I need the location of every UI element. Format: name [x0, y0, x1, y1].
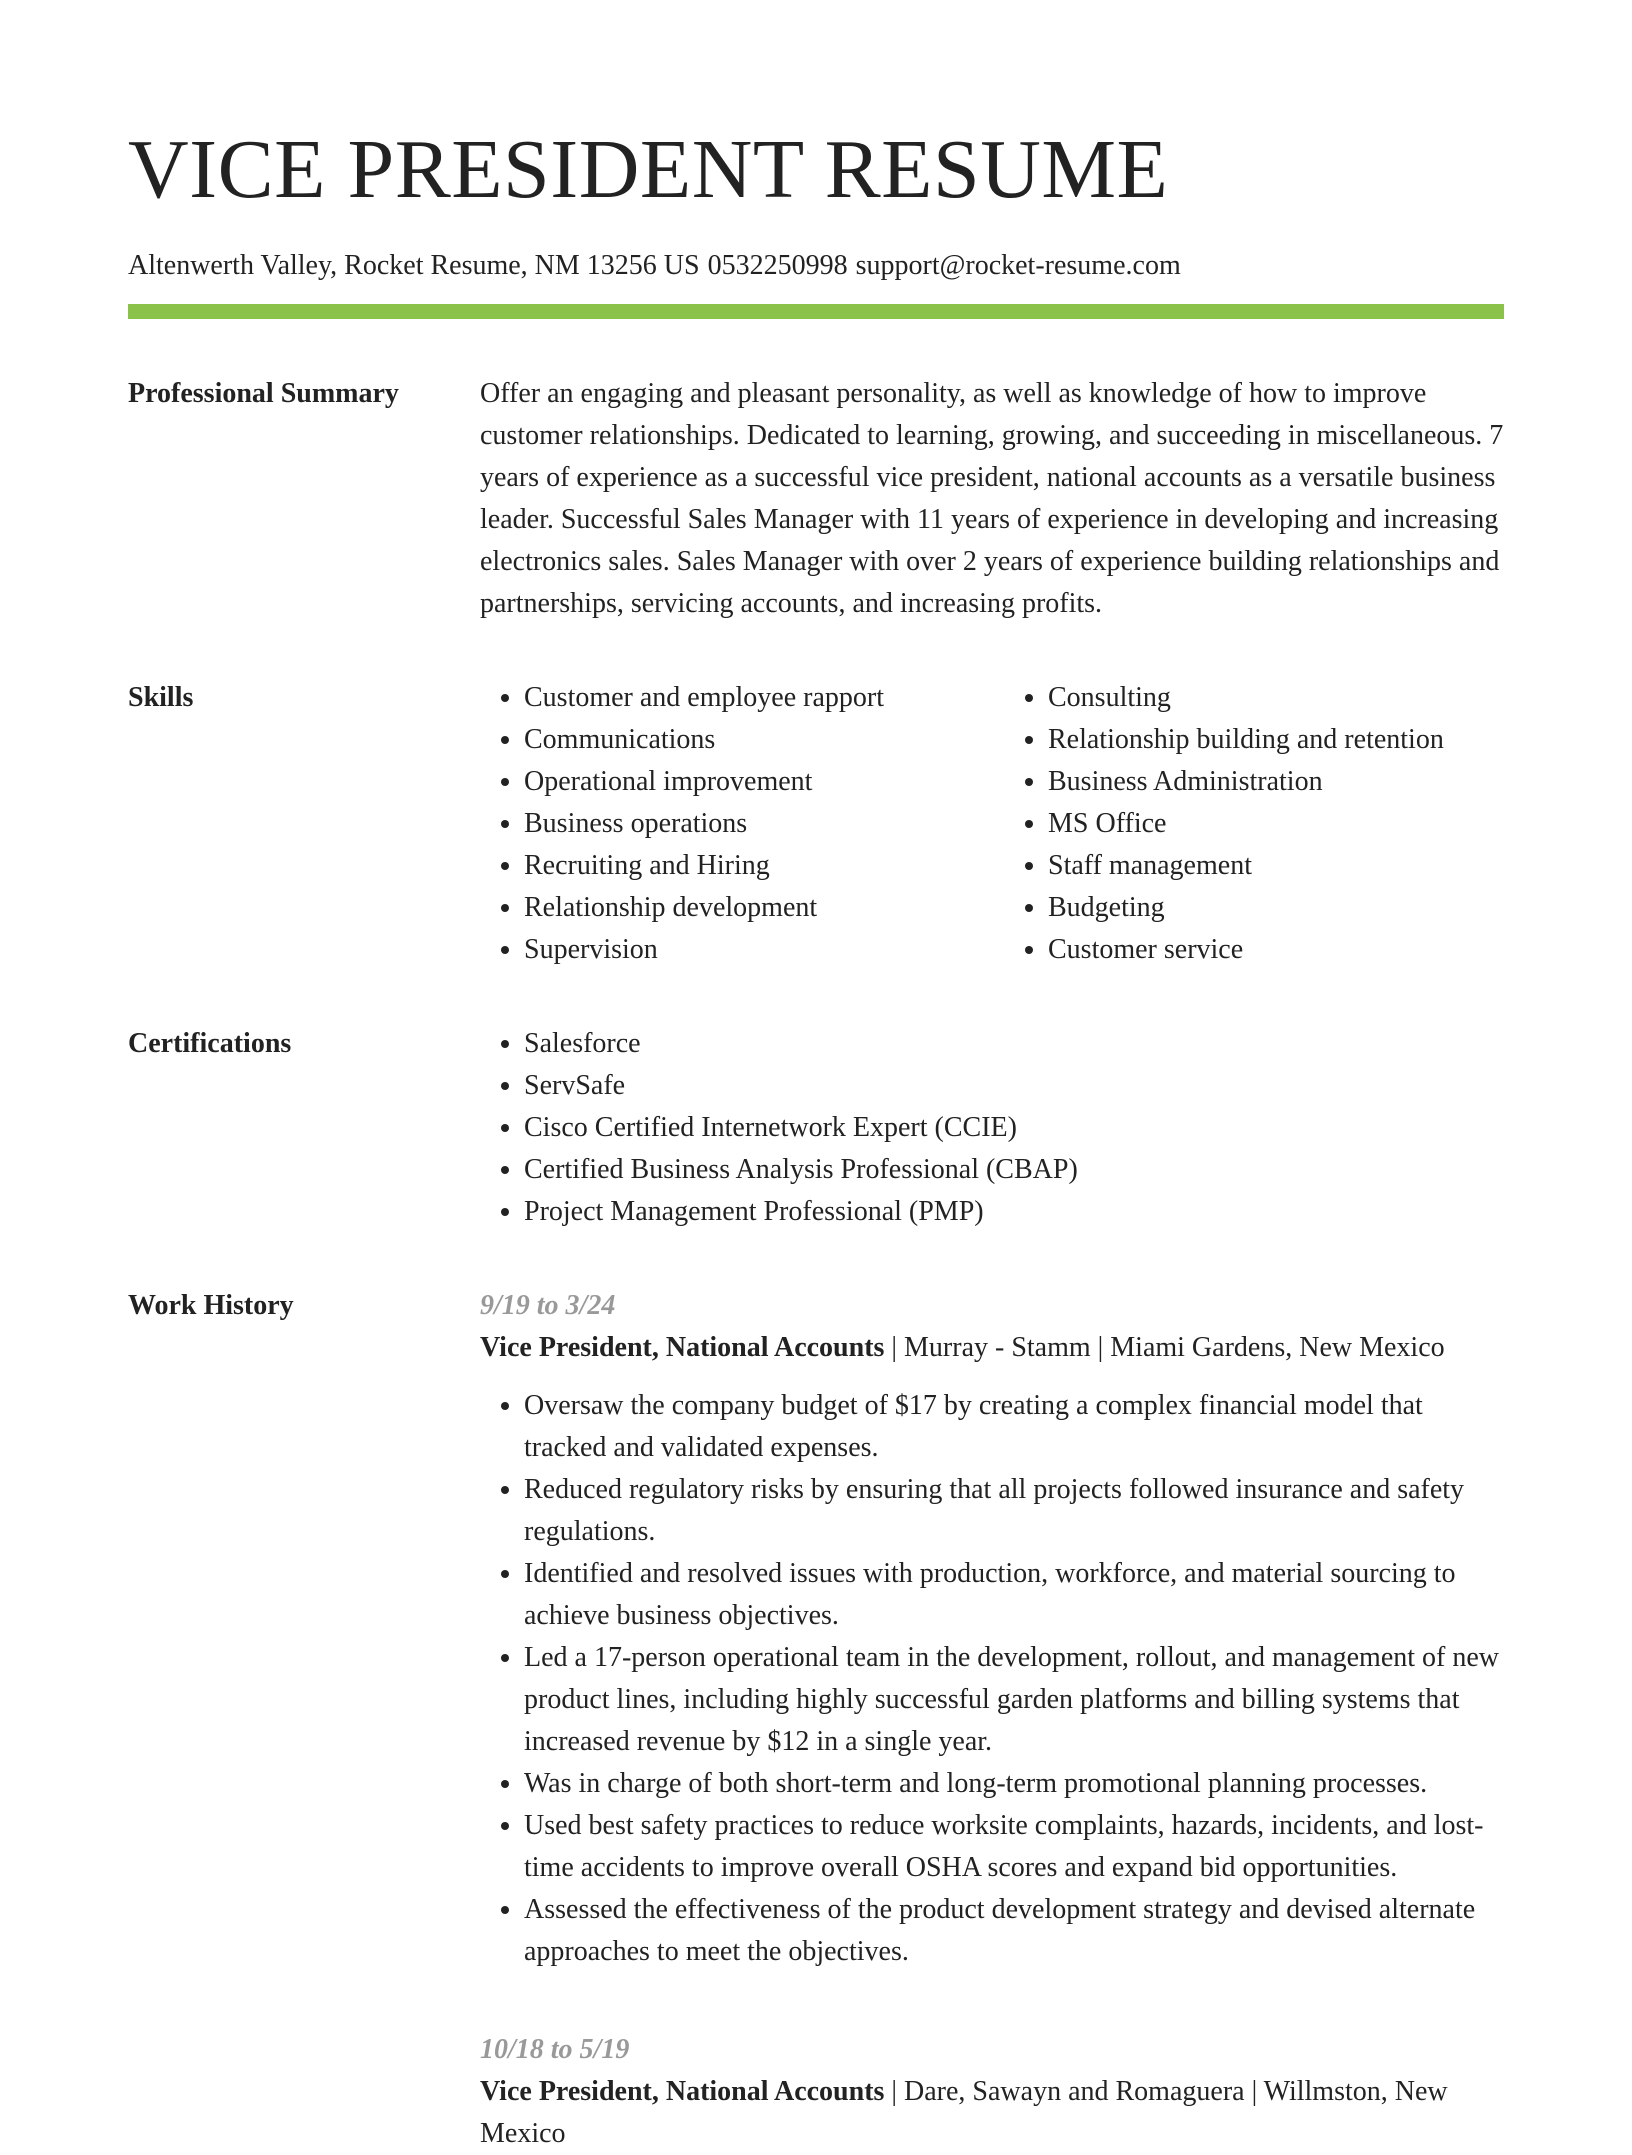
skill-item: • Supervision	[524, 929, 984, 971]
certifications-heading: Certifications	[128, 1028, 292, 1059]
contact-line	[128, 248, 1504, 284]
skill-item: • Budgeting	[1048, 887, 1548, 929]
certifications-list	[480, 1023, 1504, 1233]
job-bullet: • Identified and resolved issues with production, workforce, and material sourcing to achieve business objectives.	[524, 1553, 1504, 1637]
skill-item: • Relationship building and retention	[1048, 719, 1548, 761]
job-details: | Dare, Sawayn and Romaguera | Willmston, New Mexico	[480, 2076, 1448, 2149]
job-entry	[480, 1285, 1504, 1973]
job-entry	[480, 2029, 1504, 2155]
job-dates: 10/18 to 5/19	[480, 2034, 630, 2065]
job-bullet: • Was in charge of both short-term and long-term promotional planning processes.	[524, 1763, 1504, 1805]
certification-item: • ServSafe	[524, 1065, 1504, 1107]
certification-item: • Cisco Certified Internetwork Expert (CCIE)	[524, 1107, 1504, 1149]
skill-item: • MS Office	[1048, 803, 1548, 845]
job-bullet: • Oversaw the company budget of $17 by creating a complex financial model that tracked and validated expenses.	[524, 1385, 1504, 1469]
work-history-section	[128, 1285, 1504, 2155]
skill-item: • Communications	[524, 719, 984, 761]
work-history-heading: Work History	[128, 1290, 294, 1321]
skills-list-left	[480, 677, 984, 971]
summary-heading: Professional Summary	[128, 378, 399, 409]
resume-page	[128, 0, 1504, 2155]
resume-title: VICE PRESIDENT RESUME	[128, 123, 1169, 216]
job-heading	[480, 1327, 1504, 1369]
skills-list-right	[1004, 677, 1548, 971]
certification-item: • Certified Business Analysis Professional (CBAP)	[524, 1149, 1504, 1191]
job-role: Vice President, National Accounts	[480, 1332, 885, 1363]
job-dates: 9/19 to 3/24	[480, 1290, 616, 1321]
contact-phone: 0532250998	[707, 250, 848, 281]
skill-item: • Consulting	[1048, 677, 1548, 719]
job-bullet: • Led a 17-person operational team in the development, rollout, and management of new product lines, including highly successful garden platforms and billing systems that increased revenue by $12 in a single year.	[524, 1637, 1504, 1763]
job-heading	[480, 2071, 1504, 2155]
skills-section	[128, 677, 1504, 971]
certification-item: • Project Management Professional (PMP)	[524, 1191, 1504, 1233]
skill-item: • Business Administration	[1048, 761, 1548, 803]
job-bullets	[480, 1385, 1504, 1973]
skill-item: • Staff management	[1048, 845, 1548, 887]
summary-text: Offer an engaging and pleasant personality, as well as knowledge of how to improve customer relationships. Dedicated to learning, growing, and succeeding in miscellaneous. 7 years of experience as a successful vice president, national accounts as a versatile business leader. Successful Sales Manager with 11 years of experience in developing and increasing electronics sales. Sales Manager with over 2 years of experience building relationships and partnerships, servicing accounts, and increasing profits.	[480, 378, 1504, 619]
job-bullet: • Reduced regulatory risks by ensuring that all projects followed insurance and safety regulations.	[524, 1469, 1504, 1553]
skill-item: • Customer service	[1048, 929, 1548, 971]
job-details: | Murray - Stamm | Miami Gardens, New Mexico	[884, 1332, 1445, 1363]
skill-item: • Business operations	[524, 803, 984, 845]
skill-item: • Customer and employee rapport	[524, 677, 984, 719]
skill-item: • Operational improvement	[524, 761, 984, 803]
skill-item: • Relationship development	[524, 887, 984, 929]
certification-item: • Salesforce	[524, 1023, 1504, 1065]
contact-address: Altenwerth Valley, Rocket Resume, NM 13256 US	[128, 250, 700, 281]
summary-section	[128, 373, 1504, 625]
header-divider	[128, 304, 1504, 319]
job-bullet: • Assessed the effectiveness of the product development strategy and devised alternate approaches to meet the objectives.	[524, 1889, 1504, 1973]
certifications-section	[128, 1023, 1504, 1233]
job-role: Vice President, National Accounts	[480, 2076, 885, 2107]
contact-email: support@rocket-resume.com	[855, 250, 1181, 281]
skill-item: • Recruiting and Hiring	[524, 845, 984, 887]
skills-heading: Skills	[128, 682, 194, 713]
job-bullet: • Used best safety practices to reduce worksite complaints, hazards, incidents, and lost-time accidents to improve overall OSHA scores and expand bid opportunities.	[524, 1805, 1504, 1889]
